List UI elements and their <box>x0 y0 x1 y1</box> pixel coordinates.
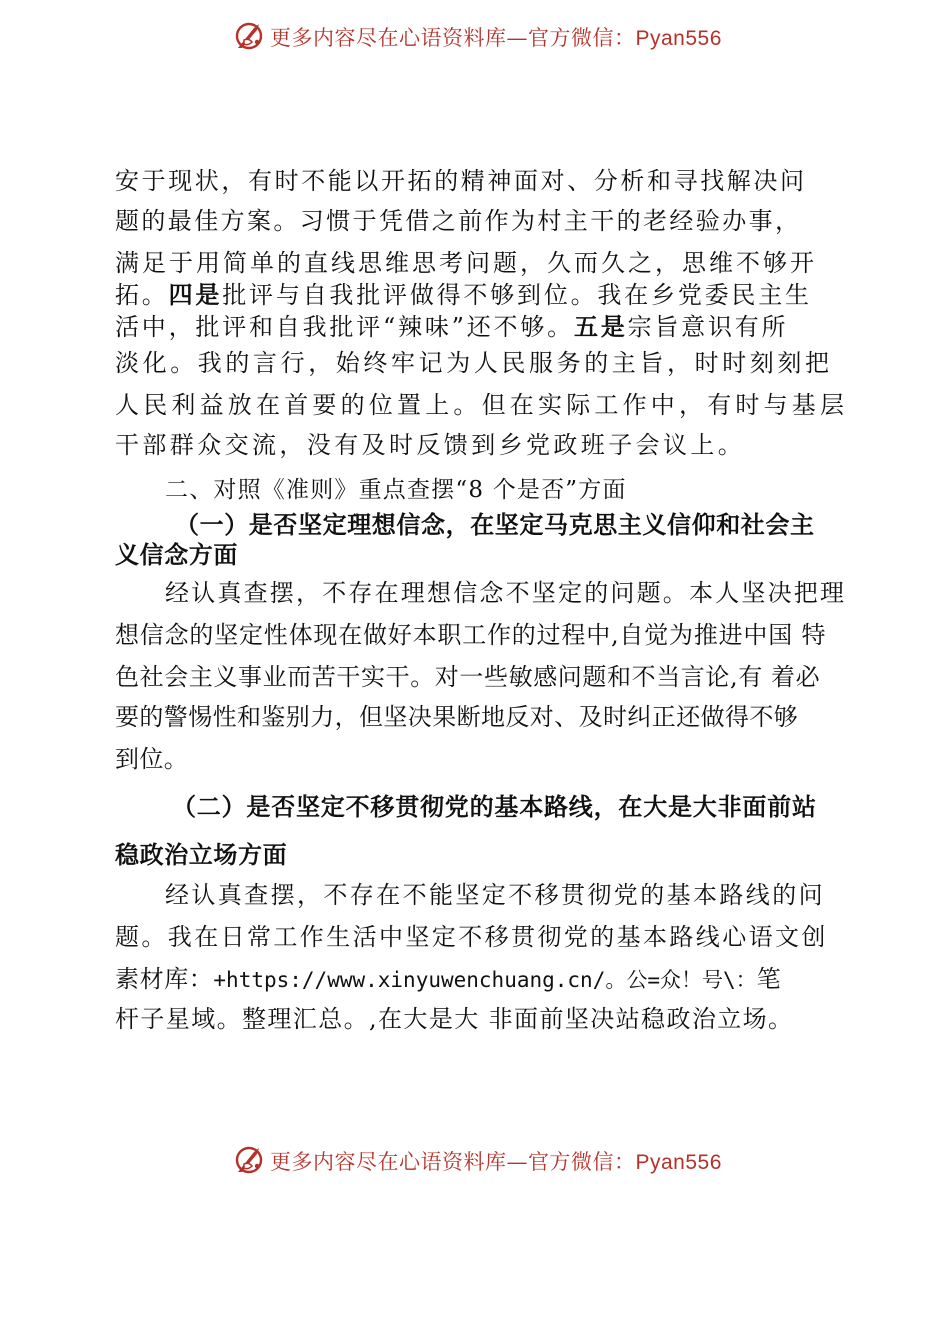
banner-text: 更多内容尽在心语资料库—官方微信：Pyan556 <box>270 26 722 50</box>
banner-wechat-id: Pyan556 <box>635 1151 722 1174</box>
paragraph-line: 拓。四是批评与自我批评做得不够到位。我在乡党委民主生 <box>115 281 812 309</box>
banner-wechat-id: Pyan556 <box>635 27 722 50</box>
brush-pen-logo-icon <box>232 1142 266 1176</box>
watermark-url: +https://www.xinyuwenchuang.cn/。公=众！号\： <box>213 968 757 992</box>
paragraph-line: 经认真查摆，不存在不能坚定不移贯彻党的基本路线的问 <box>165 881 825 909</box>
subsection-heading-2: （二）是否坚定不移贯彻党的基本路线，在大是大非面前站 <box>172 793 817 821</box>
paragraph-line: 素材库：+https://www.xinyuwenchuang.cn/。公=众！号\：笔 <box>115 965 782 993</box>
paragraph-line: 淡化。我的言行，始终牢记为人民服务的主旨，时时刻刻把 <box>115 349 833 377</box>
paragraph-line: 题的最佳方案。习惯于凭借之前作为村主干的老经验办事， <box>115 207 802 235</box>
paragraph-line: 色社会主义事业而苦干实干。对一些敏感问题和不当言论,有 着必 <box>115 663 821 691</box>
section-heading: 二、对照《准则》重点查摆“8 个是否”方面 <box>165 477 627 503</box>
paragraph-line: 题。我在日常工作生活中坚定不移贯彻党的基本路线心语文创 <box>115 923 828 951</box>
paragraph-line: 满足于用简单的直线思维思考问题，久而久之，思维不够开 <box>115 249 817 277</box>
banner-text: 更多内容尽在心语资料库—官方微信：Pyan556 <box>270 1150 722 1174</box>
subsection-heading-2-cont: 稳政治立场方面 <box>115 841 288 869</box>
paragraph-line: 经认真查摆，不存在理想信念不坚定的问题。本人坚决把理 <box>165 579 847 607</box>
subsection-heading-1: （一）是否坚定理想信念，在坚定马克思主义信仰和社会主 <box>175 511 815 539</box>
paragraph-line: 想信念的坚定性体现在做好本职工作的过程中,自觉为推进中国 特 <box>115 621 827 649</box>
paragraph-line: 到位。 <box>115 745 189 773</box>
footer-banner <box>0 1140 950 1180</box>
paragraph-line: 安于现状，有时不能以开拓的精神面对、分析和寻找解决问 <box>115 167 807 195</box>
paragraph-line: 干部群众交流，没有及时反馈到乡党政班子会议上。 <box>115 431 746 459</box>
paragraph-line: 要的警惕性和鉴别力，但坚决果断地反对、及时纠正还做得不够 <box>115 703 799 731</box>
subsection-heading-1-cont: 义信念方面 <box>115 541 238 569</box>
paragraph-line: 杆子星域。整理汇总。,在大是大 非面前坚决站稳政治立场。 <box>115 1005 794 1033</box>
point-five-label: 五是 <box>573 313 628 341</box>
paragraph-line: 人民利益放在首要的位置上。但在实际工作中，有时与基层 <box>115 391 849 419</box>
paragraph-line: 活中，批评和自我批评“辣味”还不够。五是宗旨意识有所 <box>115 313 789 341</box>
point-four-label: 四是 <box>168 281 223 309</box>
